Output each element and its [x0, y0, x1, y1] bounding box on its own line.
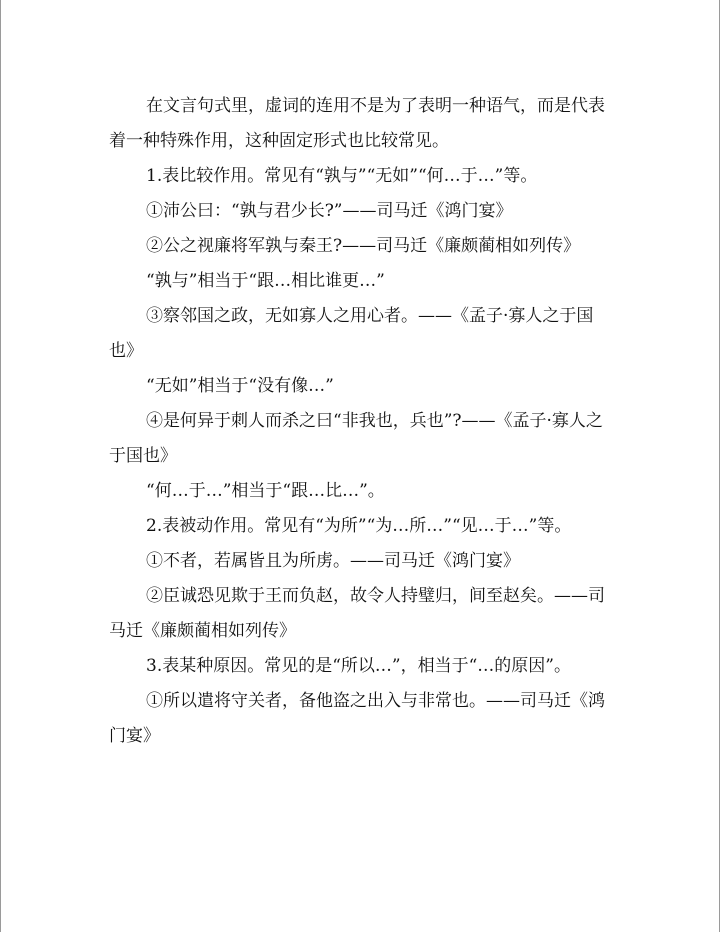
- example-1-4: ④是何异于刺人而杀之曰“非我也，兵也”?——《孟子·寡人之于国也》: [109, 411, 603, 466]
- section-1-heading: 1.表比较作用。常见有“孰与”“无如”“何…于…”等。: [146, 166, 538, 186]
- section-3-heading: 3.表某种原因。常见的是“所以…”，相当于“…的原因”。: [146, 656, 571, 676]
- example-1-3: ③察邻国之政，无如寡人之用心者。——《孟子·寡人之于国也》: [109, 306, 594, 361]
- example-1-2: ②公之视廉将军孰与秦王?——司马迁《廉颇蔺相如列传》: [146, 236, 581, 256]
- explanation-shuyu: “孰与”相当于“跟…相比谁更…”: [146, 271, 385, 291]
- section-2-heading: 2.表被动作用。常见有“为所”“为…所…”“见…于…”等。: [146, 516, 572, 536]
- intro-paragraph: 在文言句式里，虚词的连用不是为了表明一种语气，而是代表着一种特殊作用，这种固定形式也比较常见。: [109, 96, 605, 151]
- example-2-2: ②臣诚恐见欺于王而负赵，故令人持璧归，间至赵矣。——司马迁《廉颇蔺相如列传》: [109, 586, 605, 641]
- example-1-1: ①沛公曰：“孰与君少长?”——司马迁《鸿门宴》: [146, 201, 513, 221]
- example-2-1: ①不者，若属皆且为所虏。——司马迁《鸿门宴》: [146, 551, 520, 571]
- explanation-heyu: “何…于…”相当于“跟…比…”。: [146, 481, 385, 501]
- document-body: [109, 89, 609, 754]
- explanation-wuru: “无如”相当于“没有像…”: [146, 376, 334, 396]
- example-3-1: ①所以遣将守关者，备他盗之出入与非常也。——司马迁《鸿门宴》: [109, 691, 605, 746]
